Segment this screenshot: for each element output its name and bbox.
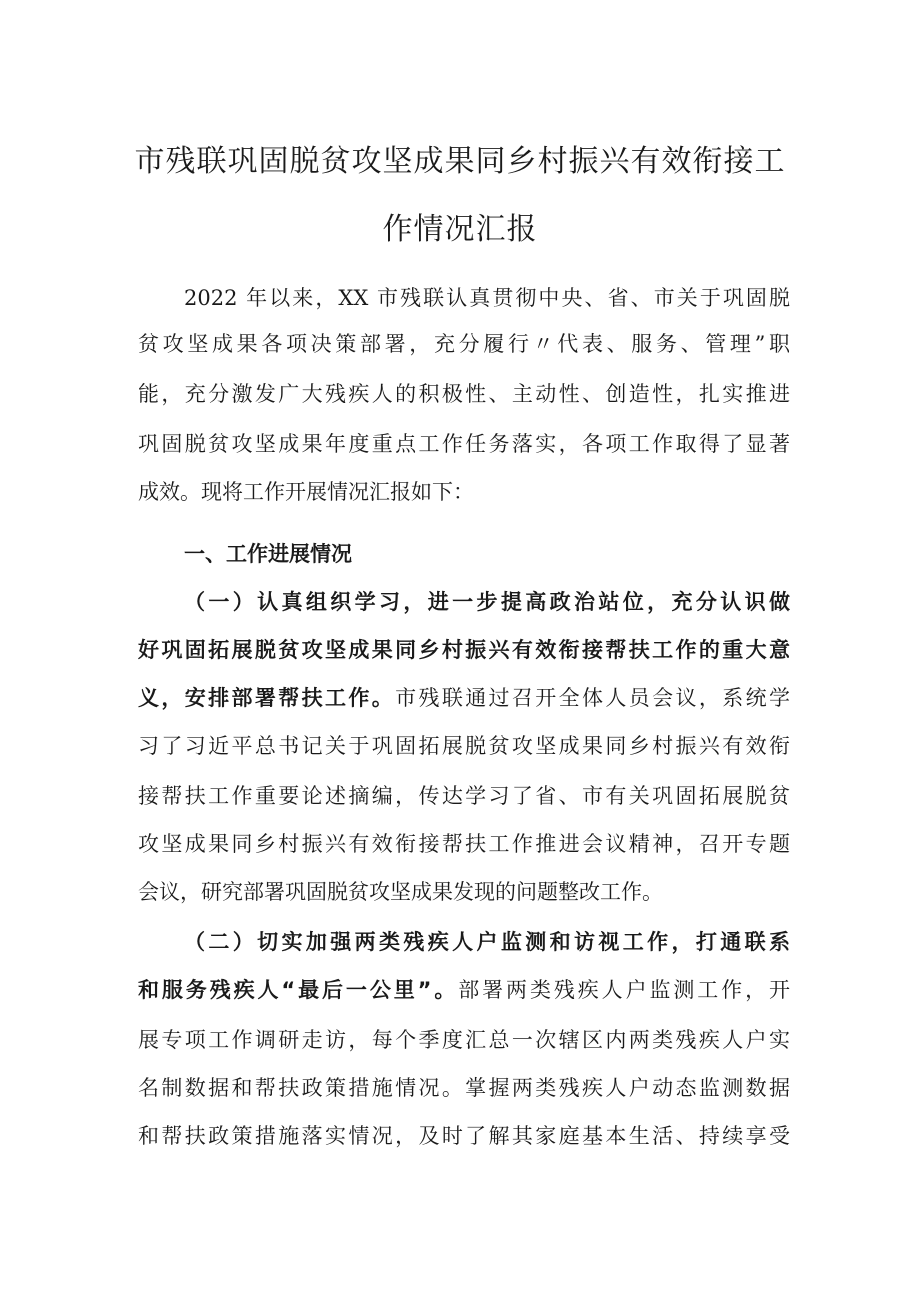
- sub2-bold-line-2: 和服务残疾人“最后一公里”。: [138, 978, 459, 1002]
- section-heading-1: 一、工作进展情况: [184, 542, 352, 566]
- sub2-line-4: 名制数据和帮扶政策措施情况。掌握两类残疾人户动态监测数据: [138, 1076, 790, 1100]
- sub2-line-2-rest: 部署两类残疾人户监测工作，开: [458, 978, 790, 1002]
- intro-line-1: 2022 年以来，XX 市残联认真贯彻中央、省、市关于巩固脱: [184, 286, 790, 310]
- sub2-line-5: 和帮扶政策措施落实情况，及时了解其家庭基本生活、持续享受: [138, 1124, 790, 1148]
- sub1-line-4: 习了习近平总书记关于巩固拓展脱贫攻坚成果同乡村振兴有效衔: [138, 734, 790, 758]
- sub1-line-5: 接帮扶工作重要论述摘编，传达学习了省、市有关巩固拓展脱贫: [138, 784, 790, 808]
- sub1-bold-line-3: 义，安排部署帮扶工作。: [138, 686, 396, 710]
- sub1-bold-line-2: 好巩固拓展脱贫攻坚成果同乡村振兴有效衔接帮扶工作的重大意: [138, 638, 790, 662]
- sub1-bold-line-1: （一）认真组织学习，进一步提高政治站位，充分认识做: [184, 590, 790, 614]
- sub1-line-7: 会议，研究部署巩固脱贫攻坚成果发现的问题整改工作。: [138, 880, 663, 904]
- sub1-line-3-rest: 市残联通过召开全体人员会议，系统学: [395, 686, 791, 710]
- title-line-1: 市残联巩固脱贫攻坚成果同乡村振兴有效衔接工: [134, 144, 786, 179]
- sub2-line-3: 展专项工作调研走访，每个季度汇总一次辖区内两类残疾人户实: [138, 1028, 790, 1052]
- sub1-line-3: [138, 684, 790, 712]
- intro-line-4: 巩固脱贫攻坚成果年度重点工作任务落实，各项工作取得了显著: [138, 432, 790, 456]
- sub2-line-2: [138, 976, 790, 1004]
- intro-line-3: 能，充分激发广大残疾人的积极性、主动性、创造性，扎实推进: [138, 382, 790, 406]
- sub2-bold-line-1: （二）切实加强两类残疾人户监测和访视工作，打通联系: [184, 930, 790, 954]
- title-line-2: 作情况汇报: [382, 212, 538, 247]
- sub1-line-6: 攻坚成果同乡村振兴有效衔接帮扶工作推进会议精神，召开专题: [138, 832, 790, 856]
- intro-line-2: 贫攻坚成果各项决策部署，充分履行〃代表、服务、管理”职: [138, 332, 790, 356]
- intro-line-5: 成效。现将工作开展情况汇报如下：: [138, 480, 474, 504]
